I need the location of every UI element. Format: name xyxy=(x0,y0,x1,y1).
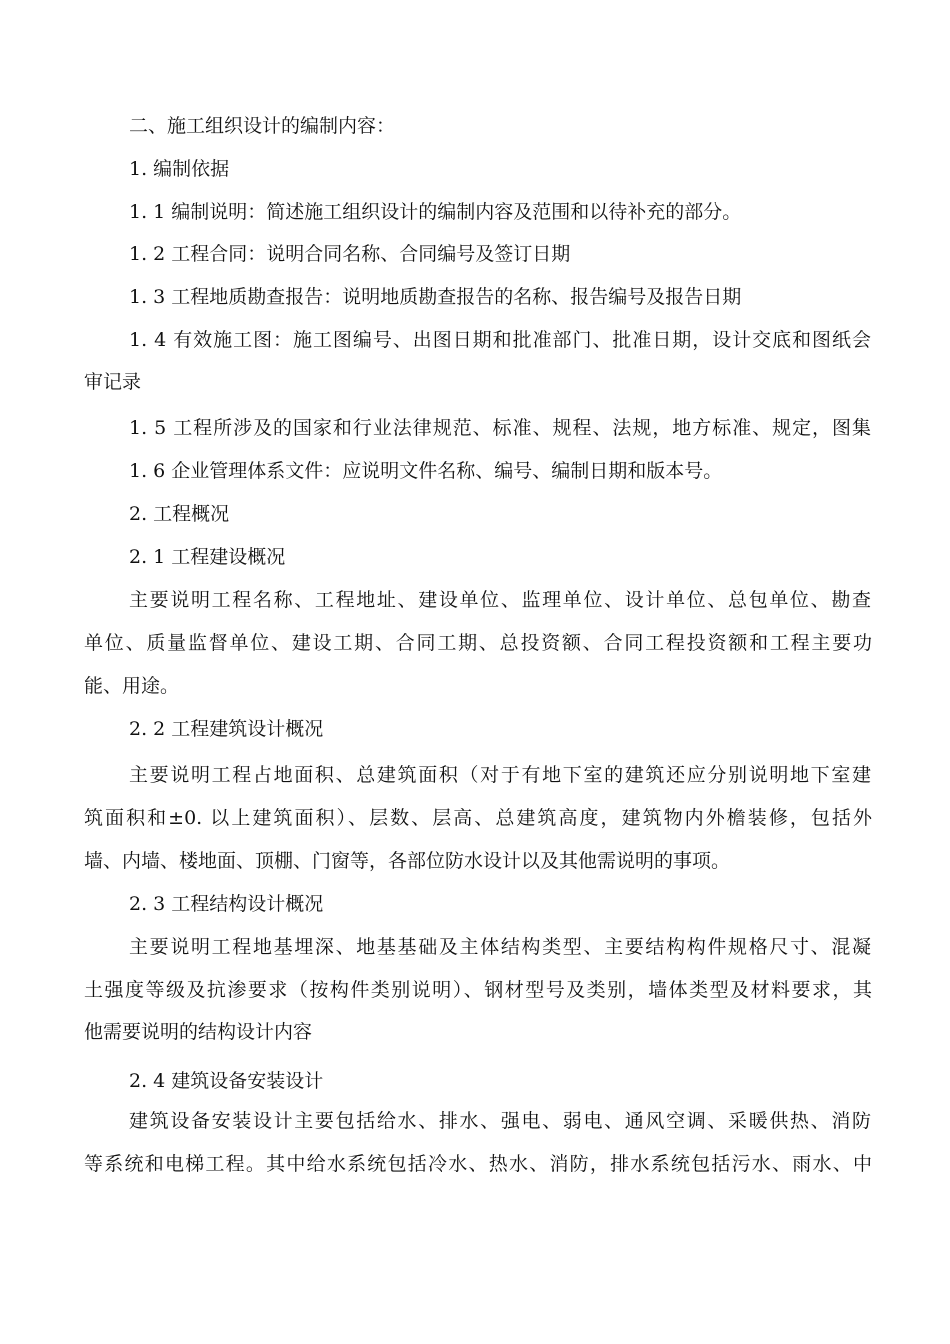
list-item: 1. 1 编制说明：简述施工组织设计的编制内容及范围和以待补充的部分。 xyxy=(129,201,742,223)
paragraph-line: 墙、内墙、楼地面、顶棚、门窗等，各部位防水设计以及其他需说明的事项。 xyxy=(84,850,731,872)
subsection-heading: 2. 3 工程结构设计概况 xyxy=(129,893,324,915)
subsection-heading: 1. 编制依据 xyxy=(129,158,230,180)
paragraph-line: 主要说明工程占地面积、总建筑面积（对于有地下室的建筑还应分别说明地下室建 xyxy=(129,764,871,786)
list-item: 1. 6 企业管理体系文件：应说明文件名称、编号、编制日期和版本号。 xyxy=(129,460,723,482)
list-item: 1. 4 有效施工图：施工图编号、出图日期和批准部门、批准日期，设计交底和图纸会 xyxy=(129,329,871,351)
paragraph-line: 土强度等级及抗渗要求（按构件类别说明）、钢材型号及类别，墙体类型及材料要求，其 xyxy=(84,979,872,1001)
subsection-heading: 2. 1 工程建设概况 xyxy=(129,546,286,568)
paragraph-line: 筑面积和±0. 以上建筑面积）、层数、层高、总建筑高度，建筑物内外檐装修，包括外 xyxy=(84,807,872,829)
subsection-heading: 2. 2 工程建筑设计概况 xyxy=(129,718,324,740)
paragraph-line: 他需要说明的结构设计内容 xyxy=(84,1021,313,1043)
list-item: 1. 3 工程地质勘查报告：说明地质勘查报告的名称、报告编号及报告日期 xyxy=(129,286,742,308)
paragraph-line: 等系统和电梯工程。其中给水系统包括冷水、热水、消防，排水系统包括污水、雨水、中 xyxy=(84,1153,872,1175)
paragraph-line: 主要说明工程名称、工程地址、建设单位、监理单位、设计单位、总包单位、勘查 xyxy=(129,589,871,611)
list-item: 1. 2 工程合同：说明合同名称、合同编号及签订日期 xyxy=(129,243,571,265)
subsection-heading: 2. 4 建筑设备安装设计 xyxy=(129,1070,324,1092)
paragraph-line: 主要说明工程地基埋深、地基基础及主体结构类型、主要结构构件规格尺寸、混凝 xyxy=(129,936,871,958)
paragraph-line: 能、用途。 xyxy=(84,675,180,697)
list-item-continuation: 审记录 xyxy=(84,371,142,393)
section-heading: 二、施工组织设计的编制内容： xyxy=(129,115,396,137)
paragraph-line: 单位、质量监督单位、建设工期、合同工期、总投资额、合同工程投资额和工程主要功 xyxy=(84,632,872,654)
paragraph-line: 建筑设备安装设计主要包括给水、排水、强电、弱电、通风空调、采暖供热、消防 xyxy=(129,1110,871,1132)
subsection-heading: 2. 工程概况 xyxy=(129,503,230,525)
list-item: 1. 5 工程所涉及的国家和行业法律规范、标准、规程、法规，地方标准、规定，图集 xyxy=(129,417,871,439)
